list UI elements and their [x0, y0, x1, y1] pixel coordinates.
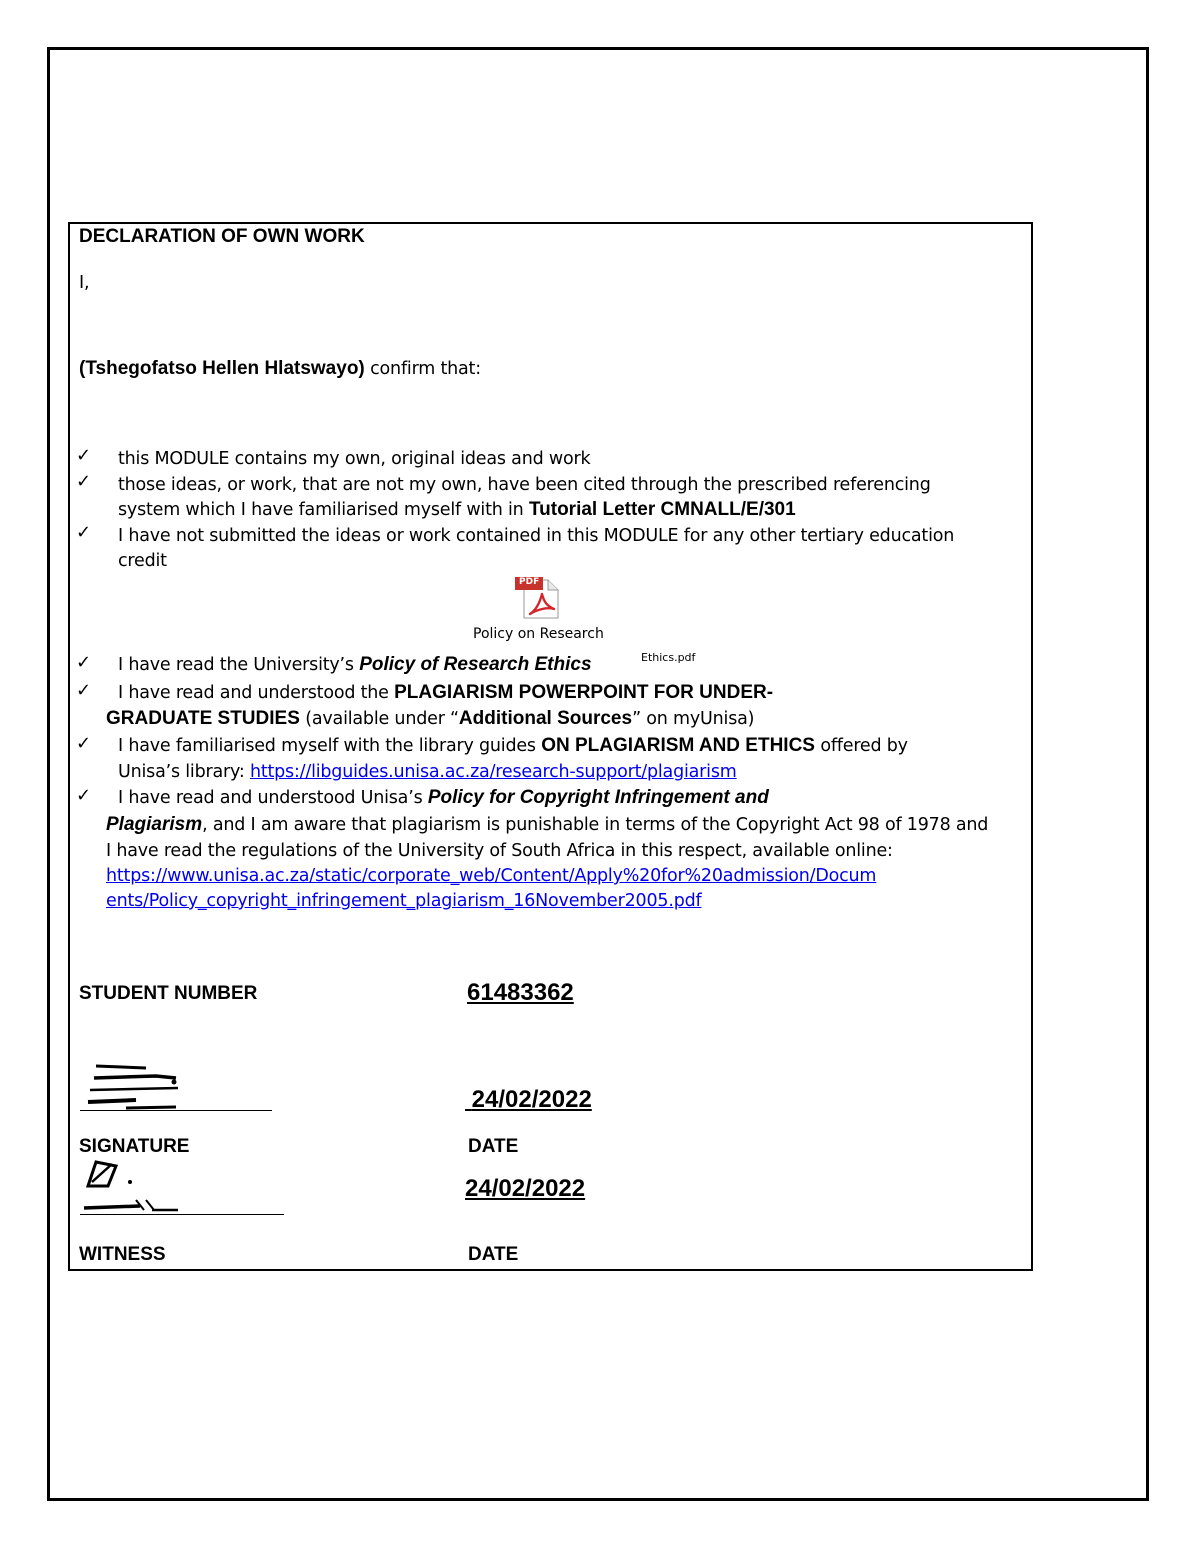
declaration-heading: DECLARATION OF OWN WORK [79, 226, 365, 247]
witness-date-value: 24/02/2022 [465, 1175, 586, 1202]
witness-line [80, 1214, 284, 1215]
signature-line [80, 1110, 272, 1111]
intro-i: I, [79, 273, 90, 293]
bullet-library-guides-line2 [118, 762, 737, 782]
pdf-badge-label: PDF [519, 577, 540, 587]
bullet-cited-line2 [118, 499, 796, 521]
on-myunisa-text: ” on myUnisa) [632, 709, 755, 729]
offered-by-text: offered by [814, 736, 908, 756]
policy-research-ethics: Policy of Research Ethics [359, 654, 592, 675]
confirm-line [79, 358, 481, 380]
check-icon: ✓ [76, 680, 92, 701]
libguides-link[interactable]: https://libguides.unisa.ac.za/research-support/plagiarism [249, 762, 737, 782]
check-icon: ✓ [76, 445, 92, 466]
student-name: (Tshegofatso Hellen Hlatswayo) [79, 358, 365, 379]
signature-image [86, 1058, 216, 1118]
copyright-act-text: , and I am aware that plagiarism is punishable in terms of the Copyright Act 98 of 1978 and [202, 815, 989, 835]
library-guides-text: I have familiarised myself with the library guides [118, 736, 542, 756]
bullet-copyright-line2 [106, 814, 988, 836]
bullet-copyright-line1 [118, 787, 769, 809]
check-icon: ✓ [76, 471, 92, 492]
attachment-label-line2[interactable]: Ethics.pdf [641, 651, 696, 664]
graduate-studies: GRADUATE STUDIES [106, 708, 300, 729]
witness-label: WITNESS [79, 1244, 166, 1265]
unisa-library-text: Unisa’s library: [118, 762, 250, 782]
bullet-own-work: this MODULE contains my own, original ideas and work [118, 449, 591, 469]
student-number-label: STUDENT NUMBER [79, 983, 258, 1004]
date-label-signature: DATE [468, 1136, 519, 1157]
copyright-policy-link-part2[interactable]: ents/Policy_copyright_infringement_plagiarism_16November2005.pdf [106, 891, 702, 911]
bullet-research-ethics [118, 654, 592, 676]
signature-date-value [465, 1086, 592, 1114]
signature-date-text: 24/02/2022 [471, 1086, 592, 1113]
bullet-plagiarism-ppt-line2 [106, 708, 754, 730]
available-under-text: (available under “ [299, 709, 459, 729]
copyright-link-line1 [106, 866, 876, 886]
date-label-witness: DATE [468, 1244, 519, 1265]
copyright-text: I have read and understood Unisa’s [118, 788, 428, 808]
check-icon: ✓ [76, 522, 92, 543]
confirm-that-text: confirm that: [364, 359, 481, 379]
copyright-link-line2 [106, 891, 701, 911]
policy-copyright: Policy for Copyright Infringement and [427, 787, 769, 808]
witness-signature-image [82, 1152, 192, 1218]
tutorial-letter: Tutorial Letter CMNALL/E/301 [528, 499, 796, 520]
bullet-cited-text: system which I have familiarised myself with in [118, 500, 529, 520]
on-plagiarism-and-ethics: ON PLAGIARISM AND ETHICS [541, 735, 815, 756]
bullet-plagiarism-ppt-line1 [118, 682, 773, 704]
plagiarism-italic: Plagiarism [106, 814, 203, 835]
additional-sources: Additional Sources [458, 708, 633, 729]
check-icon: ✓ [76, 785, 92, 806]
bullet-not-submitted-line2: credit [118, 551, 167, 571]
attachment-label-line1[interactable]: Policy on Research [473, 626, 604, 642]
bullet-copyright-line3: I have read the regulations of the University of South Africa in this respect, available online: [106, 841, 893, 861]
signature-label: SIGNATURE [79, 1136, 190, 1157]
bullet-library-guides-line1 [118, 735, 908, 757]
check-icon: ✓ [76, 733, 92, 754]
bullet-not-submitted-line1: I have not submitted the ideas or work contained in this MODULE for any other tertiary education [118, 526, 955, 546]
student-number-value: 61483362 [467, 979, 574, 1006]
bullet-plagiarism-ppt-text: I have read and understood the [118, 683, 395, 703]
copyright-policy-link-part1[interactable]: https://www.unisa.ac.za/static/corporate_web/Content/Apply%20for%20admission/Docum [106, 866, 877, 886]
check-icon: ✓ [76, 652, 92, 673]
bullet-cited-line1: those ideas, or work, that are not my own, have been cited through the prescribed referencing [118, 475, 931, 495]
bullet-research-ethics-text: I have read the University’s [118, 655, 360, 675]
pdf-file-icon[interactable] [514, 576, 560, 620]
plagiarism-powerpoint: PLAGIARISM POWERPOINT FOR UNDER- [394, 682, 774, 703]
